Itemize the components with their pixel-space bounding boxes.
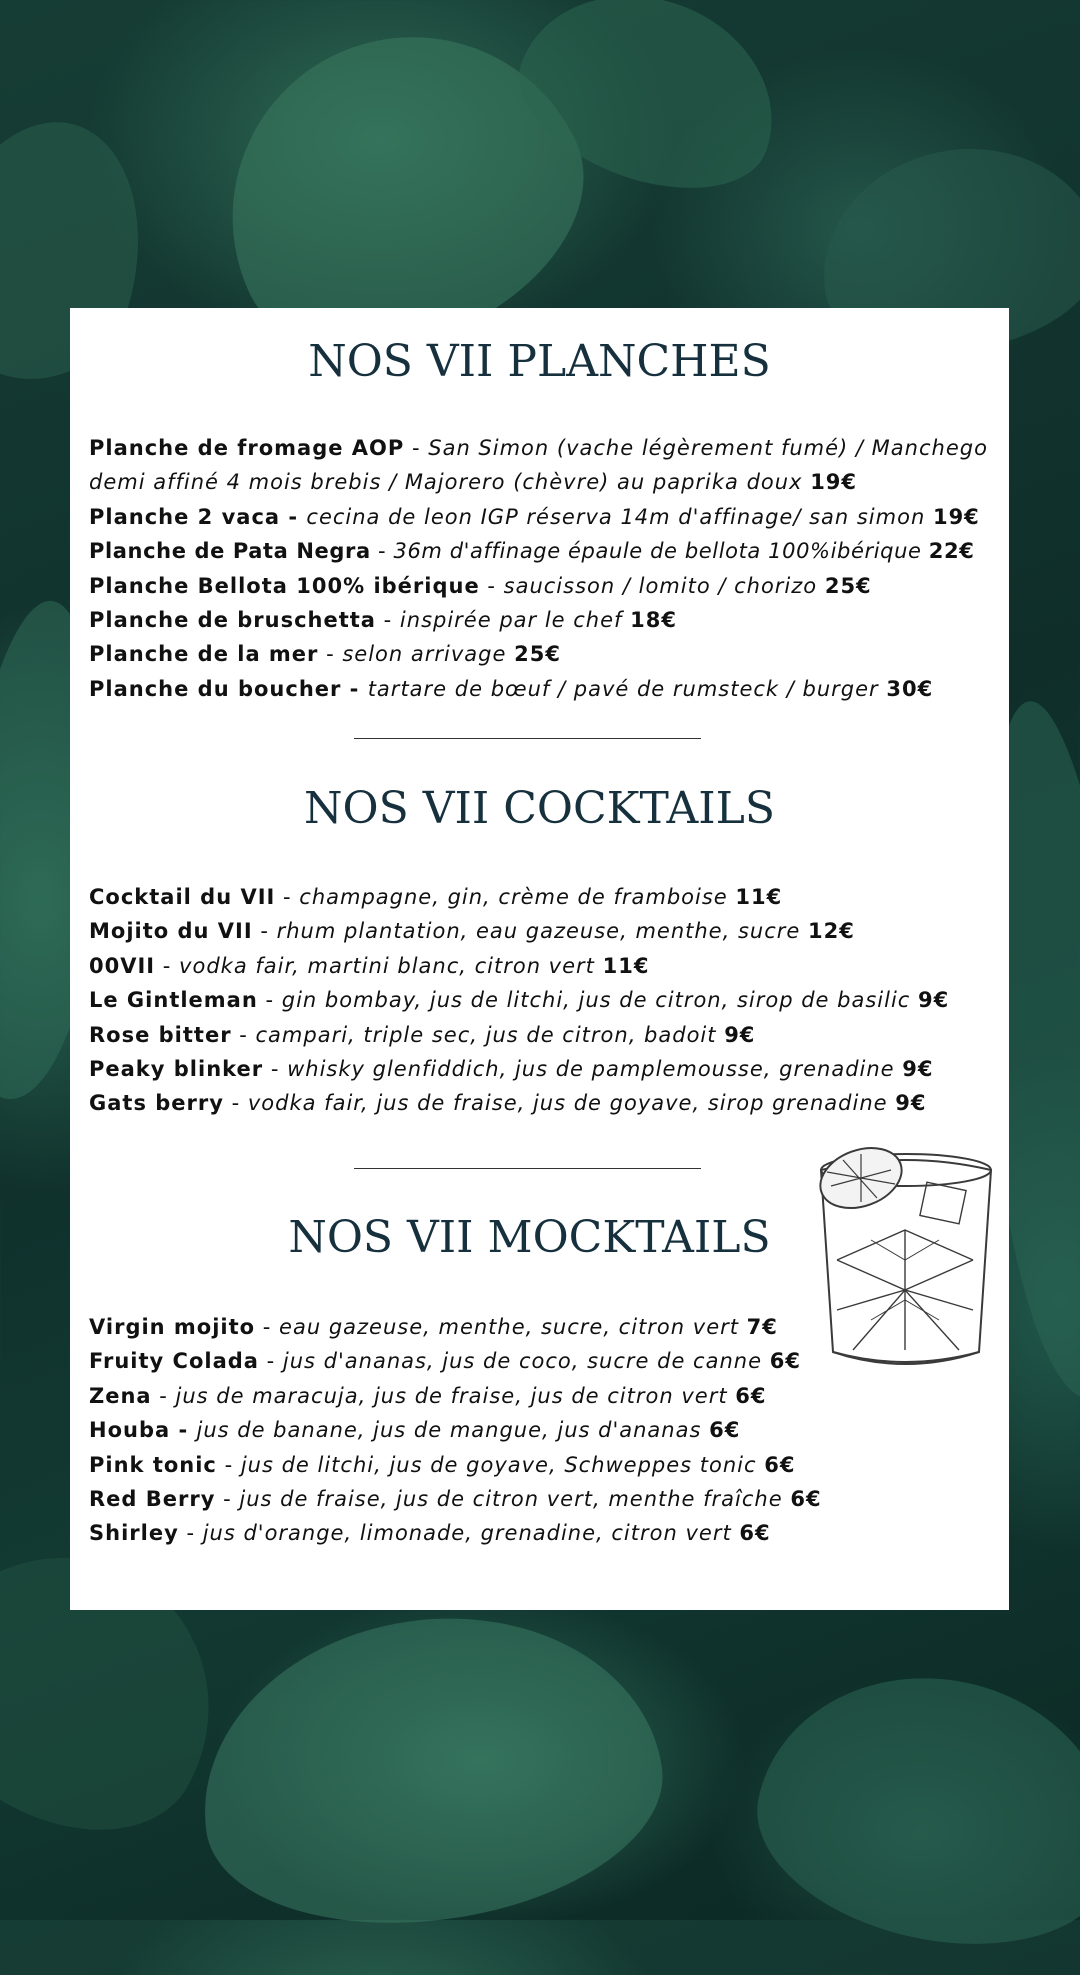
- menu-item: Peaky blinker - whisky glenfiddich, jus de pamplemousse, grenadine 9€: [89, 1057, 934, 1082]
- cocktails-list: [89, 880, 1001, 1121]
- menu-item: Rose bitter - campari, triple sec, jus de citron, badoit 9€: [89, 1022, 756, 1047]
- menu-item: Pink tonic - jus de litchi, jus de goyave, Schweppes tonic 6€: [89, 1452, 796, 1477]
- cocktail-glass-illustration: [813, 1140, 998, 1380]
- menu-item: Planche de Pata Negra - 36m d'affinage épaule de bellota 100%ibérique 22€: [89, 539, 975, 564]
- menu-item: Planche 2 vaca - cecina de leon IGP réserva 14m d'affinage/ san simon 19€: [89, 504, 980, 529]
- menu-item: Shirley - jus d'orange, limonade, grenadine, citron vert 6€: [89, 1521, 771, 1546]
- menu-item: Gats berry - vodka fair, jus de fraise, jus de goyave, sirop grenadine 9€: [89, 1091, 927, 1116]
- cocktails-title: NOS VII COCKTAILS: [304, 783, 775, 834]
- menu-item: Planche de bruschetta - inspirée par le chef 18€: [89, 608, 677, 633]
- section-divider: [354, 738, 701, 739]
- menu-item: 00VII - vodka fair, martini blanc, citron vert 11€: [89, 953, 650, 978]
- menu-item: Cocktail du VII - champagne, gin, crème de framboise 11€: [89, 885, 783, 909]
- menu-item: Le Gintleman - gin bombay, jus de litchi, jus de citron, sirop de basilic 9€: [89, 988, 950, 1013]
- section-divider: [354, 1168, 701, 1169]
- mocktails-title: NOS VII MOCKTAILS: [288, 1212, 771, 1263]
- menu-item: Planche de la mer - selon arrivage 25€: [89, 642, 561, 667]
- menu-item: Zena - jus de maracuja, jus de fraise, jus de citron vert 6€: [89, 1383, 767, 1408]
- menu-item: Red Berry - jus de fraise, jus de citron vert, menthe fraîche 6€: [89, 1487, 822, 1512]
- menu-item: Mojito du VII - rhum plantation, eau gazeuse, menthe, sucre 12€: [89, 919, 855, 944]
- menu-card: [70, 308, 1009, 1610]
- menu-item: Planche du boucher - tartare de bœuf / pavé de rumsteck / burger 30€: [89, 676, 934, 701]
- menu-item: Houba - jus de banane, jus de mangue, jus d'ananas 6€: [89, 1418, 741, 1443]
- planches-title: NOS VII PLANCHES: [308, 336, 771, 387]
- menu-item: Planche de fromage AOP - San Simon (vache légèrement fumé) / Manchego demi affiné 4 mois brebis / Majorero (chèvre) au paprika doux 19€: [89, 436, 988, 495]
- planches-list: [89, 431, 1001, 706]
- menu-item: Fruity Colada - jus d'ananas, jus de coco, sucre de canne 6€: [89, 1349, 801, 1374]
- menu-item: Virgin mojito - eau gazeuse, menthe, sucre, citron vert 7€: [89, 1315, 778, 1339]
- menu-item: Planche Bellota 100% ibérique - saucisson / lomito / chorizo 25€: [89, 573, 872, 598]
